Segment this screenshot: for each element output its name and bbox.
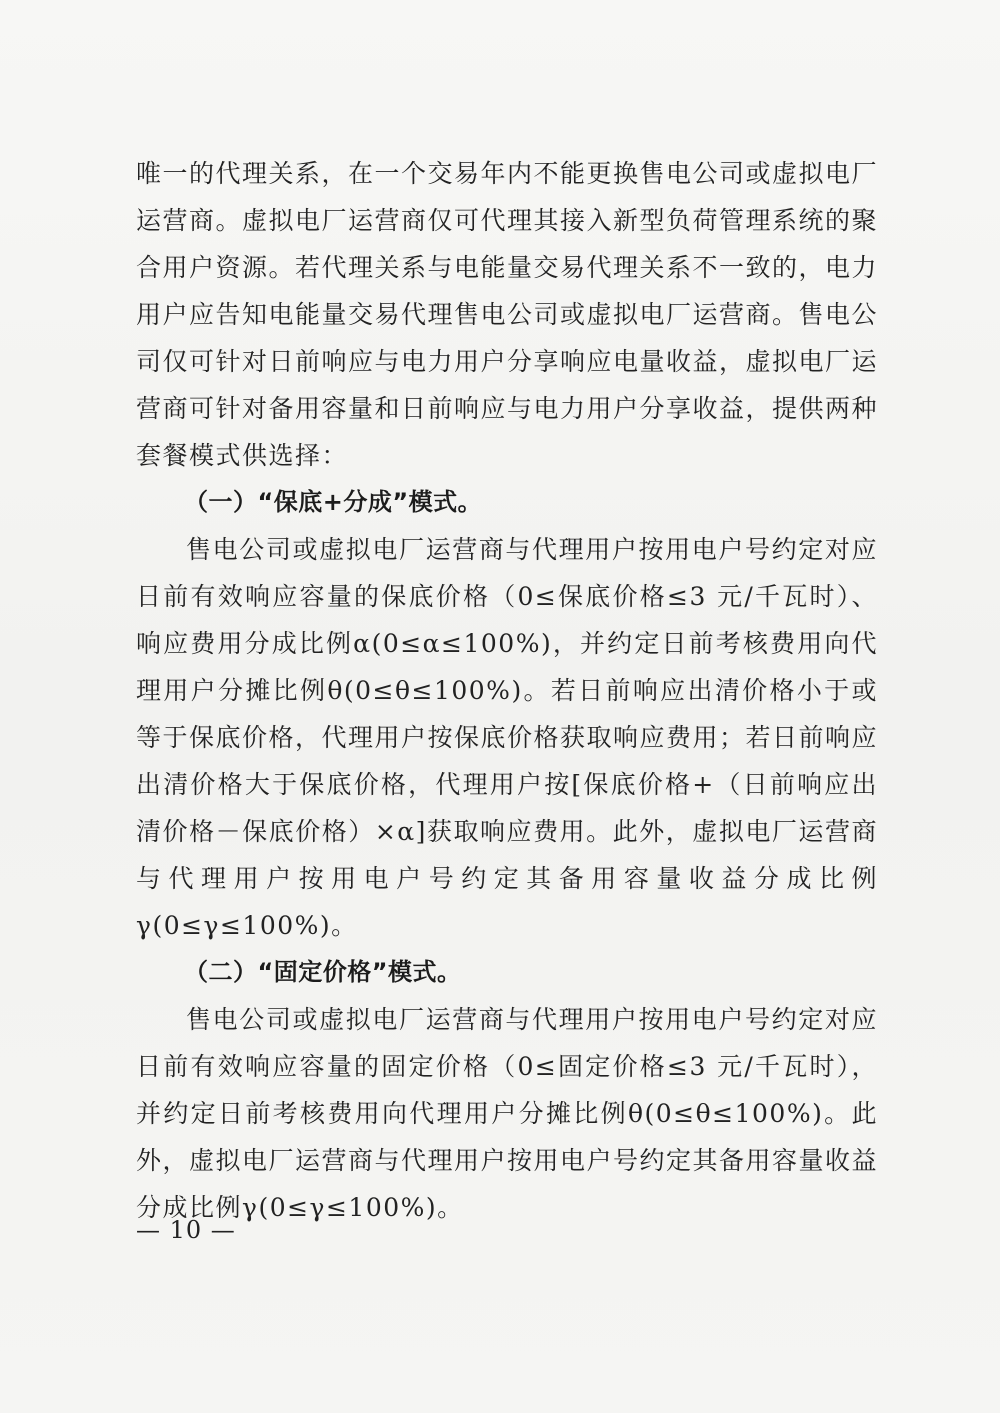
heading-guaranteed-plus-share-mode: （一）“保底+分成”模式。 (184, 488, 483, 516)
heading-fixed-price-mode: （二）“固定价格”模式。 (184, 958, 462, 986)
paragraph-agency-relationship: 唯一的代理关系，在一个交易年内不能更换售电公司或虚拟电厂运营商。虚拟电厂运营商仅可代理其接入新型负荷管理系统的聚合用户资源。若代理关系与电能量交易代理关系不一致的，电力用户应告知电能量交易代理售电公司或虚拟电厂运营商。售电公司仅可针对日前响应与电力用户分享响应电量收益，虚拟电厂运营商可针对备用容量和日前响应与电力用户分享收益，提供两种套餐模式供选择： (136, 159, 879, 470)
document-body (136, 150, 878, 1231)
page-number: — 10 — (136, 1216, 236, 1244)
paragraph-guaranteed-plus-share-details: 售电公司或虚拟电厂运营商与代理用户按用电户号约定对应日前有效响应容量的保底价格（0≤保底价格≤3 元/千瓦时）、响应费用分成比例α(0≤α≤100%)，并约定日前考核费用向代理用户分摊比例θ(0≤θ≤100%)。若日前响应出清价格小于或等于保底价格，代理用户按保底价格获取响应费用；若日前响应出清价格大于保底价格，代理用户按[保底价格+（日前响应出清价格－保底价格）×α]获取响应费用。此外，虚拟电厂运营商与代理用户按用电户号约定其备用容量收益分成比例γ(0≤γ≤100%)。 (136, 535, 879, 940)
paragraph-fixed-price-details: 售电公司或虚拟电厂运营商与代理用户按用电户号约定对应日前有效响应容量的固定价格（0≤固定价格≤3 元/千瓦时），并约定日前考核费用向代理用户分摊比例θ(0≤θ≤100%)。此外，虚拟电厂运营商与代理用户按用电户号约定其备用容量收益分成比例γ(0≤γ≤100%)。 (136, 1005, 879, 1222)
